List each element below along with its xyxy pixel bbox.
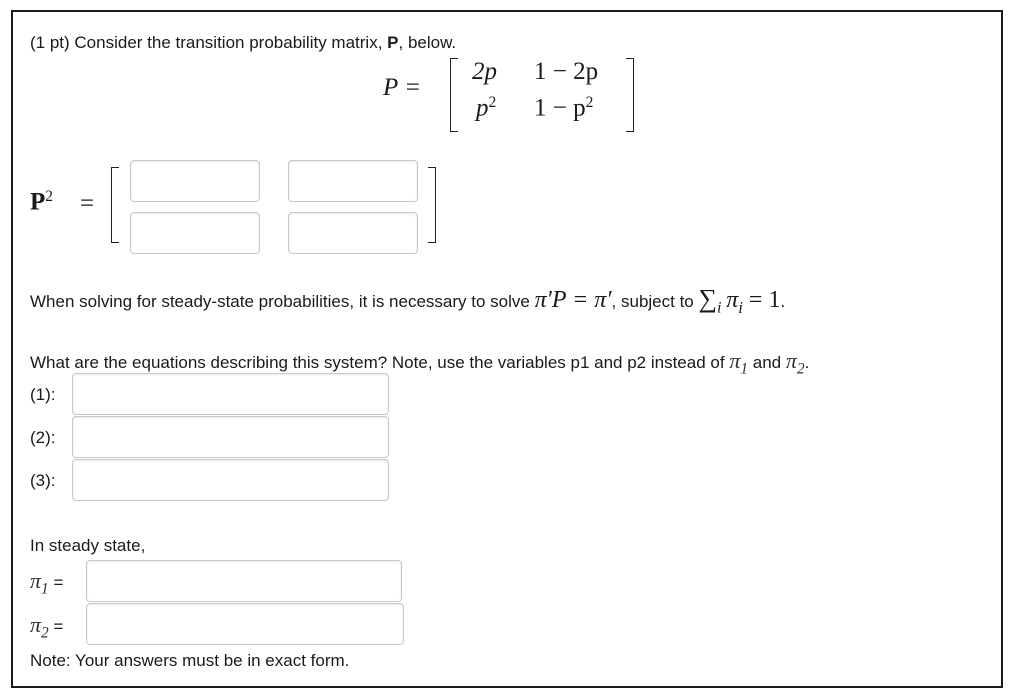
equation-2-label: (2): — [30, 428, 56, 447]
pi2-label: $\pi_2$ = — [30, 612, 64, 642]
equations-question-text: What are the equations describing this system? Note, use the variables p1 and p2 instead of — [30, 353, 730, 372]
sum-body: $\pi_i$ — [726, 287, 743, 317]
p-squared-r1c1-input[interactable] — [130, 160, 260, 202]
equations-question-and: and — [748, 353, 786, 372]
matrix-right-bracket — [626, 58, 634, 132]
sum-index: i — [717, 299, 722, 317]
matrix-label: P = — [383, 74, 421, 101]
intro-prefix: (1 pt) Consider the transition probability matrix, — [30, 33, 388, 52]
pi1-answer-symbol: $\pi_1$ — [30, 568, 49, 598]
intro-matrix-name: P — [387, 33, 399, 52]
sum-symbol: ∑ — [698, 284, 718, 313]
pi2-symbol: $\pi_2$ — [785, 348, 805, 378]
p-squared-label: $P^2$ — [30, 188, 54, 216]
matrix-cell-r1c1: 2p — [472, 58, 497, 85]
pi1-symbol: $\pi_1$ — [729, 348, 749, 378]
instruction-middle: , subject to — [611, 292, 699, 311]
p-squared-equals: = — [80, 190, 95, 217]
pi1-answer-input[interactable] — [86, 560, 402, 602]
p-squared-r1c2-input[interactable] — [288, 160, 418, 202]
pi2-answer-input[interactable] — [86, 603, 404, 645]
equation-1-input[interactable] — [72, 373, 389, 415]
matrix-cell-r1c2: 1 − 2p — [534, 58, 599, 85]
equation-2-input[interactable] — [72, 416, 389, 458]
matrix-cell-r2c1: $p^2$ — [476, 94, 497, 122]
pi1-label: $\pi_1$ = — [30, 568, 64, 598]
instruction-equation: π′P = π′ — [534, 287, 612, 313]
p-squared-r2c2-input[interactable] — [288, 212, 418, 254]
p-squared-right-bracket — [428, 167, 436, 243]
equation-3-label: (3): — [30, 471, 56, 490]
matrix-left-bracket — [450, 58, 458, 132]
exact-form-note: Note: Your answers must be in exact form. — [30, 651, 350, 670]
intro-text — [30, 33, 456, 53]
pi2-answer-symbol: $\pi_2$ — [30, 612, 49, 642]
instruction-end: . — [780, 292, 786, 311]
equation-1-label: (1): — [30, 385, 56, 404]
steady-state-instruction — [30, 284, 785, 324]
steady-state-heading: In steady state, — [30, 536, 146, 555]
matrix-cell-r2c2: $1 - p^2$ — [534, 94, 594, 122]
p-squared-r2c1-input[interactable] — [130, 212, 260, 254]
instruction-prefix: When solving for steady-state probabilities, it is necessary to solve — [30, 292, 535, 311]
intro-suffix: , below. — [398, 33, 457, 52]
sum-rhs: = 1 — [748, 287, 781, 313]
equation-3-input[interactable] — [72, 459, 389, 501]
equations-question-end: . — [804, 353, 810, 372]
p-squared-left-bracket — [111, 167, 119, 243]
